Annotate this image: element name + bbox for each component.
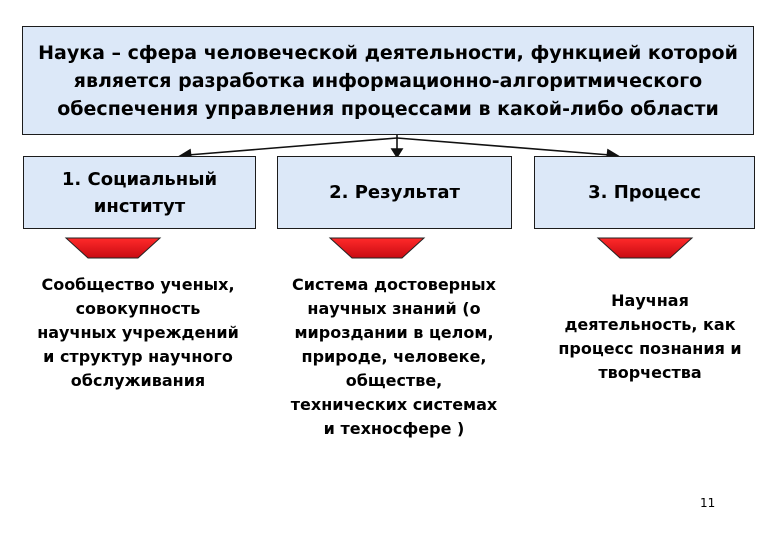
desc-1-line: Сообщество ученых,	[41, 275, 235, 294]
desc-3-line: процесс познания и	[558, 339, 742, 358]
down-arrow-icon	[66, 238, 160, 258]
main-definition-box	[22, 26, 754, 135]
main-line-3: обеспечения управления процессами в какой-либо области	[57, 97, 719, 120]
aspect-description-3	[540, 289, 760, 385]
desc-2-line: природе, человеке,	[301, 347, 487, 366]
main-line-1: Наука – сфера человеческой деятельности, функцией которой	[38, 41, 738, 64]
main-line-2: является разработка информационно-алгоритмического	[73, 69, 703, 92]
page-number: 11	[700, 496, 716, 510]
desc-1-line: обслуживания	[70, 371, 206, 390]
aspect-description-2	[270, 273, 518, 441]
aspect-box-social-institute	[23, 156, 256, 229]
down-arrow-icon	[330, 238, 424, 258]
desc-1-line: научных учреждений	[37, 323, 239, 342]
desc-2-line: мироздании в целом,	[294, 323, 494, 342]
aspect-box-process	[534, 156, 755, 229]
aspect-description-1	[22, 273, 254, 393]
desc-3-line: Научная	[611, 291, 689, 310]
desc-3-line: деятельность, как	[564, 315, 736, 334]
aspect-title-1-line-2: институт	[93, 195, 186, 217]
desc-2-line: Система достоверных	[292, 275, 496, 294]
connector-right	[397, 138, 610, 155]
desc-2-line: и техносфере )	[323, 419, 465, 438]
aspect-title-2: 2. Результат	[329, 182, 460, 203]
desc-1-line: совокупность	[75, 299, 201, 318]
connector-lines	[180, 135, 618, 158]
aspect-title-3: 3. Процесс	[588, 182, 701, 203]
desc-3-line: творчества	[598, 363, 702, 382]
connector-left	[188, 138, 397, 155]
desc-2-line: научных знаний (о	[307, 299, 481, 318]
desc-1-line: и структур научного	[43, 347, 233, 366]
down-arrow-icon	[598, 238, 692, 258]
aspect-title-1-line-1: 1. Социальный	[61, 168, 218, 190]
desc-2-line: технических системах	[290, 395, 498, 414]
desc-2-line: обществе,	[345, 371, 443, 390]
aspect-box-result	[277, 156, 512, 229]
